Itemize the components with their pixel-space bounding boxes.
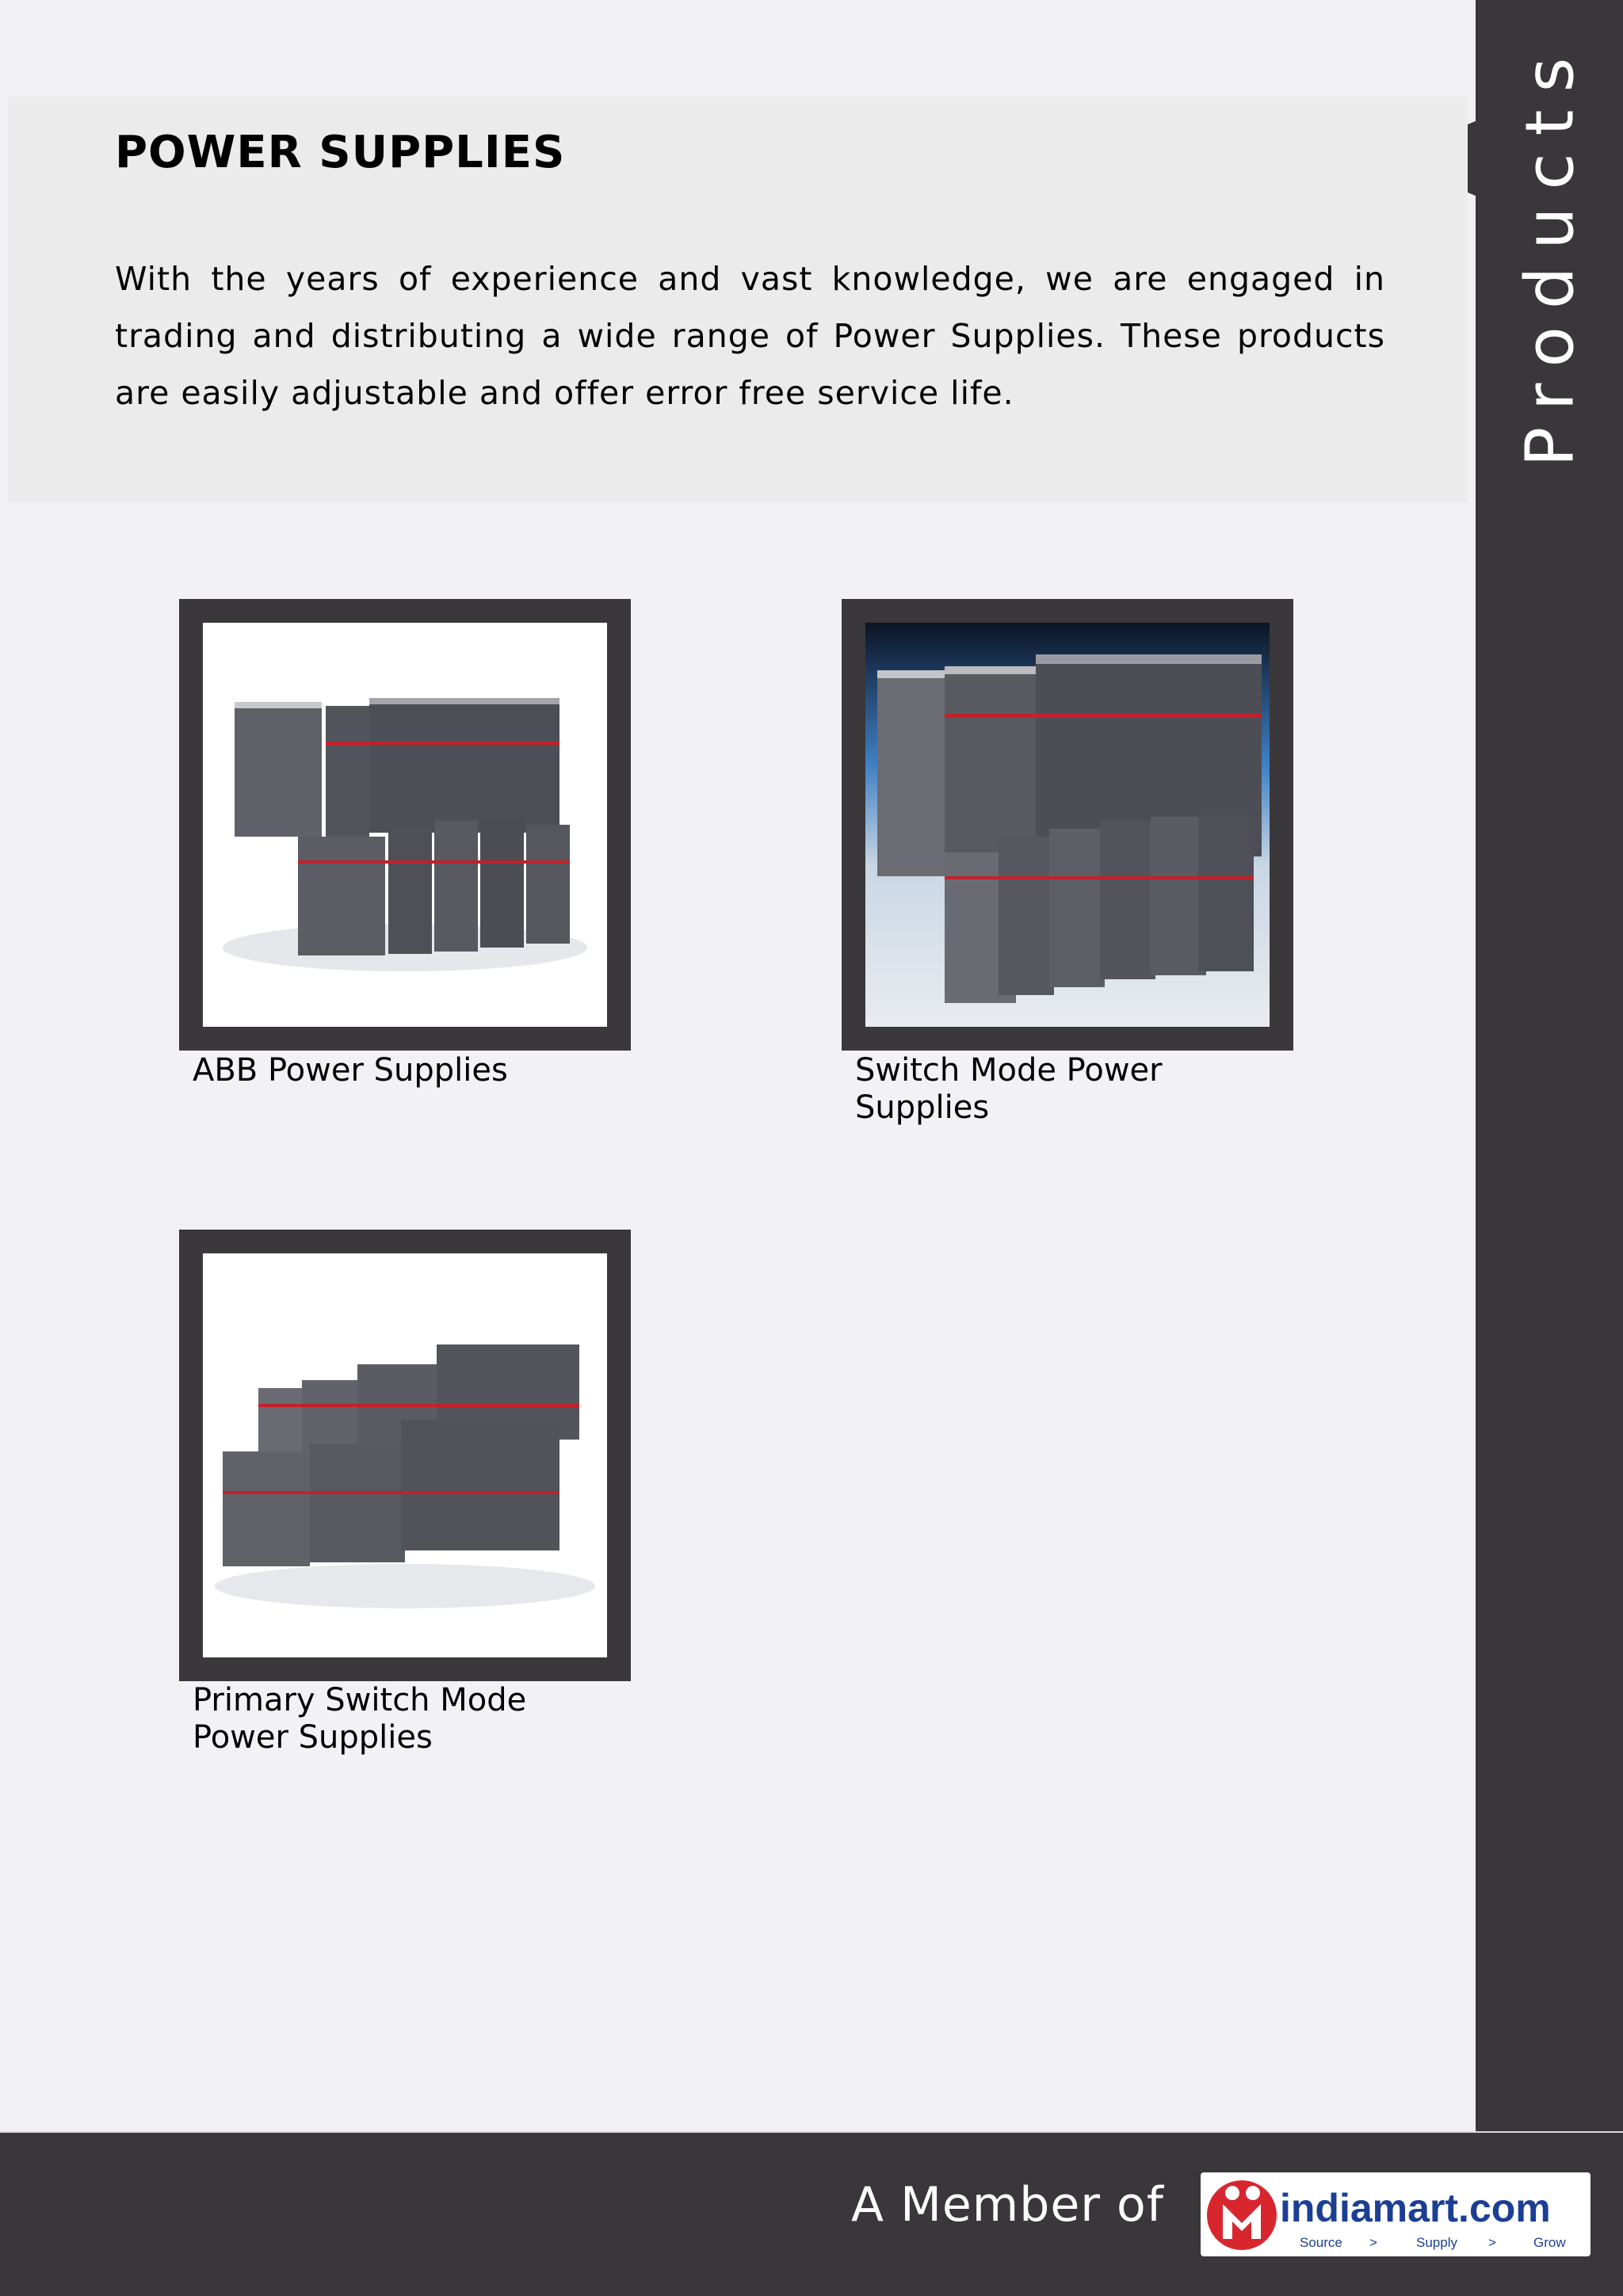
- sidebar-section-label: [1486, 32, 1613, 475]
- logo-tagline-source: Source: [1300, 2235, 1342, 2250]
- power-supply-group-image: [203, 623, 607, 1027]
- intro-paragraph: With the years of experience and vast knowledge, we are engaged in trading and distributing a wide range of Power Supplies. These products are easily adjustable and offer error free service life.: [115, 260, 1385, 412]
- product-image[interactable]: [203, 623, 607, 1027]
- switch-mode-power-supply-image: [865, 623, 1270, 1027]
- logo-tagline-separator: >: [1488, 2235, 1496, 2250]
- product-name[interactable]: Primary Switch Mode Power Supplies: [193, 1682, 527, 1756]
- product-image-frame[interactable]: [179, 599, 631, 1051]
- indiamart-logo-icon: [1201, 2172, 1591, 2256]
- product-image[interactable]: [865, 623, 1270, 1027]
- logo-brand-text: indiamart.com: [1280, 2186, 1551, 2230]
- primary-switch-mode-power-supply-image: [203, 1253, 607, 1657]
- product-name[interactable]: ABB Power Supplies: [193, 1052, 508, 1089]
- indiamart-logo[interactable]: [1201, 2172, 1591, 2256]
- logo-tagline-separator: >: [1369, 2235, 1377, 2250]
- logo-tagline-grow: Grow: [1533, 2235, 1566, 2250]
- page-title: POWER SUPPLIES: [115, 127, 566, 178]
- logo-tagline-supply: Supply: [1416, 2235, 1457, 2250]
- product-image[interactable]: [203, 1253, 607, 1657]
- product-name[interactable]: Switch Mode Power Supplies: [855, 1052, 1163, 1126]
- sidebar-label-text: Products: [1510, 40, 1589, 467]
- member-text: A Member of: [851, 2177, 1164, 2233]
- product-image-frame[interactable]: [179, 1230, 631, 1681]
- product-image-frame[interactable]: [842, 599, 1293, 1051]
